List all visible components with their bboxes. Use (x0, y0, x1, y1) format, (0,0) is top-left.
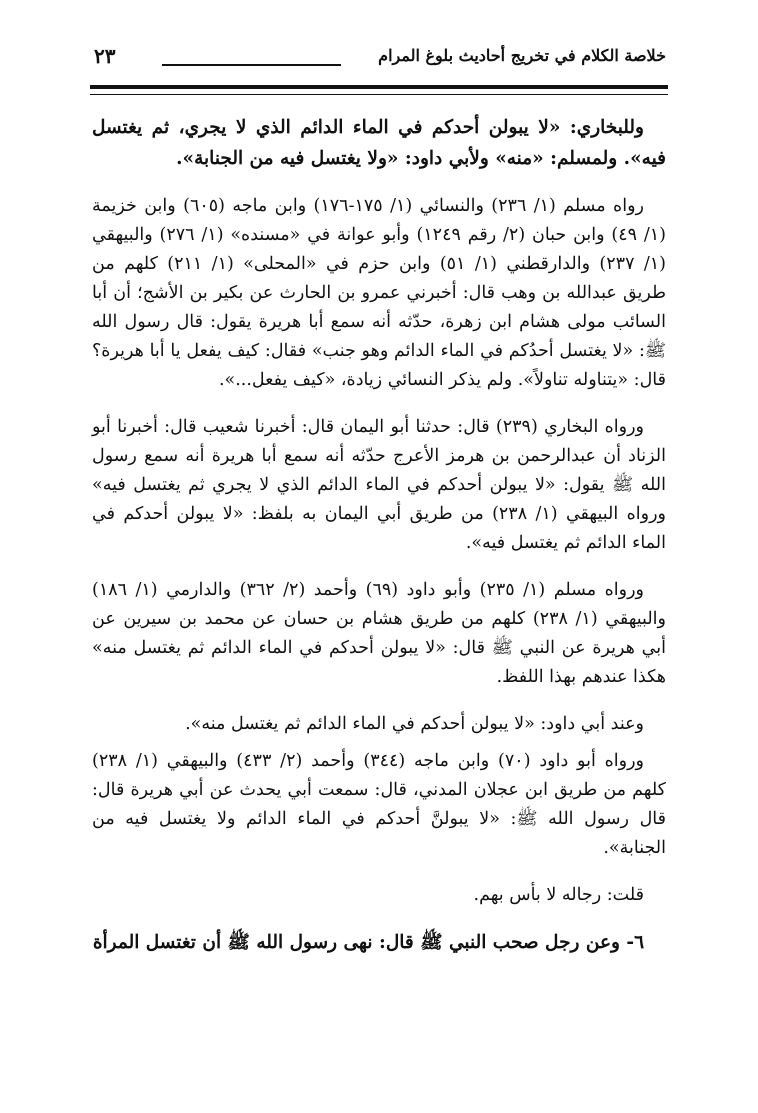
abu-dawud-wording: وعند أبي داود: «لا يبولن أحدكم في الماء الدائم ثم يغتسل منه». (185, 714, 644, 734)
page-body (92, 112, 666, 975)
hadith-six-start: ٦- وعن رجل صحب النبي ﷺ قال: نهى رسول الله ﷺ أن تغتسل المرأة (92, 932, 644, 953)
header-divider-thick (90, 85, 668, 89)
author-comment: قلت: رجاله لا بأس بهم. (473, 885, 644, 905)
takhrij-paragraph-muslim: رواه مسلم (١/ ٢٣٦) والنسائي (١/ ١٧٥-١٧٦) وابن ماجه (٦٠٥) وابن خزيمة (١/ ٤٩) وابن حبان (٢/ رقم ١٢٤٩) وأبو عوانة في «مسنده» (١/ ٢٧٦) والبيهقي (١/ ٢٣٧) والدارقطني (١/ ٥١) وابن حزم في «المحلى» (١/ ٢١١) كلهم من طريق عبدالله بن وهب قال: أخبرني عمرو بن الحارث عن بكير بن الأشج؛ أن أبا السائب مولى هشام ابن زهرة، حدّثه أنه سمع أبا هريرة يقول: قال رسول الله ﷺ: «لا يغتسل أحدُكم في الماء الدائم وهو جنب» فقال: كيف يفعل يا أبا هريرة؟ قال: «يتناوله تناولاً». ولم يذكر النسائي زيادة، «كيف يفعل...». (92, 196, 666, 390)
header-divider-thin (90, 94, 668, 95)
takhrij-paragraph-muslim-2: ورواه مسلم (١/ ٢٣٥) وأبو داود (٦٩) وأحمد (٢/ ٣٦٢) والدارمي (١/ ١٨٦) والبيهقي (١/ ٢٣٨) كلهم من طريق هشام بن حسان عن محمد بن سيرين عن أبي هريرة عن النبي ﷺ قال: «لا يبولن أحدكم في الماء الدائم ثم يغتسل منه» هكذا عندهم بهذا اللفظ. (92, 580, 666, 687)
book-title: خلاصة الكلام في تخريج أحاديث بلوغ المرام (378, 46, 666, 65)
takhrij-paragraph-bukhari: ورواه البخاري (٢٣٩) قال: حدثنا أبو اليمان قال: أخبرنا شعيب قال: أخبرنا أبو الزناد أن عبدالرحمن بن هرمز الأعرج حدّثه أنه سمع أبا هريرة أنه سمع رسول الله ﷺ يقول: «لا يبولن أحدكم في الماء الدائم الذي لا يجري ثم يغتسل فيه» ورواه البيهقي (١/ ٢٣٨) من طريق أبي اليمان به بلفظ: «لا يبولن أحدكم في الماء الدائم ثم يغتسل فيه». (92, 417, 666, 553)
page-number: ٢٣ (94, 44, 116, 68)
hadith-text-variants: وللبخاري: «لا يبولن أحدكم في الماء الدائم الذي لا يجري، ثم يغتسل فيه». ولمسلم: «منه» ولأبي داود: «ولا يغتسل فيه من الجنابة». (92, 117, 666, 169)
header-rule (162, 64, 341, 66)
running-header (92, 40, 666, 80)
takhrij-paragraph-abu-dawud: ورواه أبو داود (٧٠) وابن ماجه (٣٤٤) وأحمد (٢/ ٤٣٣) والبيهقي (١/ ٢٣٨) كلهم من طريق ابن عجلان المدني، قال: سمعت أبي يحدث عن أبي هريرة قال: قال رسول الله ﷺ: «لا يبولنَّ أحدكم في الماء الدائم ولا يغتسل فيه من الجنابة». (92, 751, 666, 858)
